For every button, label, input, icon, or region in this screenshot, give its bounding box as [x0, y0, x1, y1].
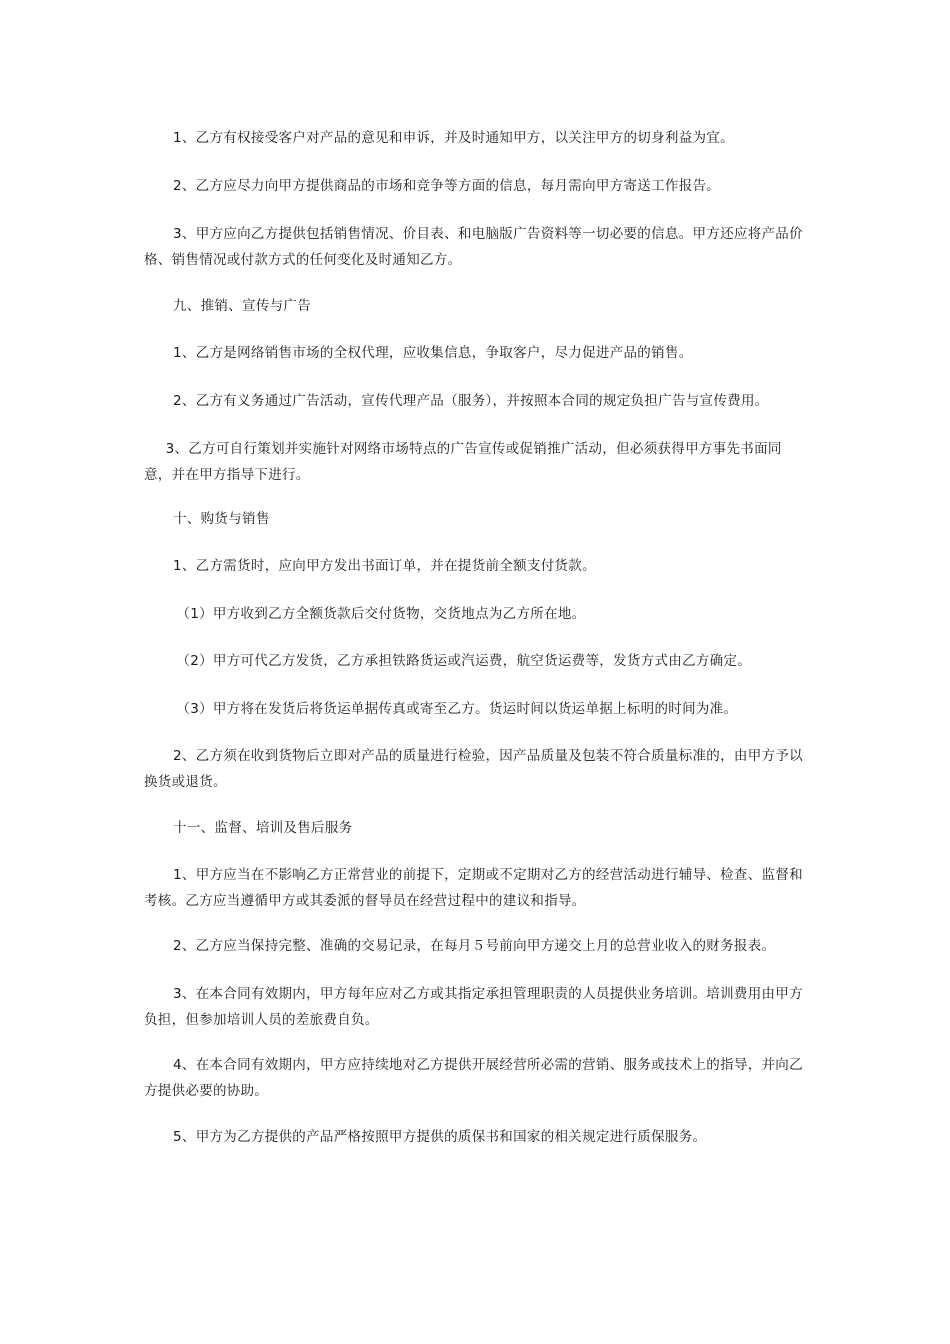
paragraph-clause-11-2: 2、乙方应当保持完整、准确的交易记录，在每月５号前向甲方递交上月的总营业收入的财务报表。 — [173, 938, 776, 954]
section-heading-9: 九、推销、宣传与广告 — [173, 298, 312, 314]
paragraph-clause-11-4: 4、在本合同有效期内，甲方应持续地对乙方提供开展经营所必需的营销、服务或技术上的指导，并向乙方提供必要的协助。 — [144, 1057, 803, 1099]
paragraph-clause-10-1-b: （2）甲方可代乙方发货，乙方承担铁路货运或汽运费，航空货运费等，发货方式由乙方确定。 — [176, 653, 752, 669]
paragraph-clause-8-1: 1、乙方有权接受客户对产品的意见和申诉，并及时通知甲方，以关注甲方的切身利益为宜。 — [173, 130, 734, 146]
section-heading-11: 十一、监督、培训及售后服务 — [173, 820, 353, 836]
section-heading-10: 十、购货与销售 — [173, 511, 270, 527]
paragraph-clause-10-1: 1、乙方需货时，应向甲方发出书面订单，并在提货前全额支付货款。 — [173, 558, 596, 574]
paragraph-clause-8-3: 3、甲方应向乙方提供包括销售情况、价目表、和电脑版广告资料等一切必要的信息。甲方还应将产品价格、销售情况或付款方式的任何变化及时通知乙方。 — [144, 226, 803, 268]
paragraph-clause-10-2: 2、乙方须在收到货物后立即对产品的质量进行检验，因产品质量及包装不符合质量标准的，由甲方予以换货或退货。 — [144, 748, 803, 790]
paragraph-clause-9-3: 3、乙方可自行策划并实施针对网络市场特点的广告宣传或促销推广活动，但必须获得甲方事先书面同意，并在甲方指导下进行。 — [144, 441, 782, 483]
paragraph-clause-8-2: 2、乙方应尽力向甲方提供商品的市场和竞争等方面的信息，每月需向甲方寄送工作报告。 — [173, 178, 721, 194]
paragraph-clause-11-5: 5、甲方为乙方提供的产品严格按照甲方提供的质保书和国家的相关规定进行质保服务。 — [173, 1129, 707, 1145]
paragraph-clause-9-2: 2、乙方有义务通过广告活动，宣传代理产品（服务），并按照本合同的规定负担广告与宣传费用。 — [173, 393, 769, 409]
paragraph-clause-11-1: 1、甲方应当在不影响乙方正常营业的前提下，定期或不定期对乙方的经营活动进行辅导、检查、监督和考核。乙方应当遵循甲方或其委派的督导员在经营过程中的建议和指导。 — [144, 867, 803, 909]
paragraph-clause-11-3: 3、在本合同有效期内，甲方每年应对乙方或其指定承担管理职责的人员提供业务培训。培训费用由甲方负担，但参加培训人员的差旅费自负。 — [144, 986, 803, 1028]
paragraph-clause-10-1-a: （1）甲方收到乙方全额货款后交付货物，交货地点为乙方所在地。 — [176, 606, 586, 622]
paragraph-clause-10-1-c: （3）甲方将在发货后将货运单据传真或寄至乙方。货运时间以货运单据上标明的时间为准。 — [176, 701, 738, 717]
paragraph-clause-9-1: 1、乙方是网络销售市场的全权代理，应收集信息，争取客户，尽力促进产品的销售。 — [173, 345, 693, 361]
